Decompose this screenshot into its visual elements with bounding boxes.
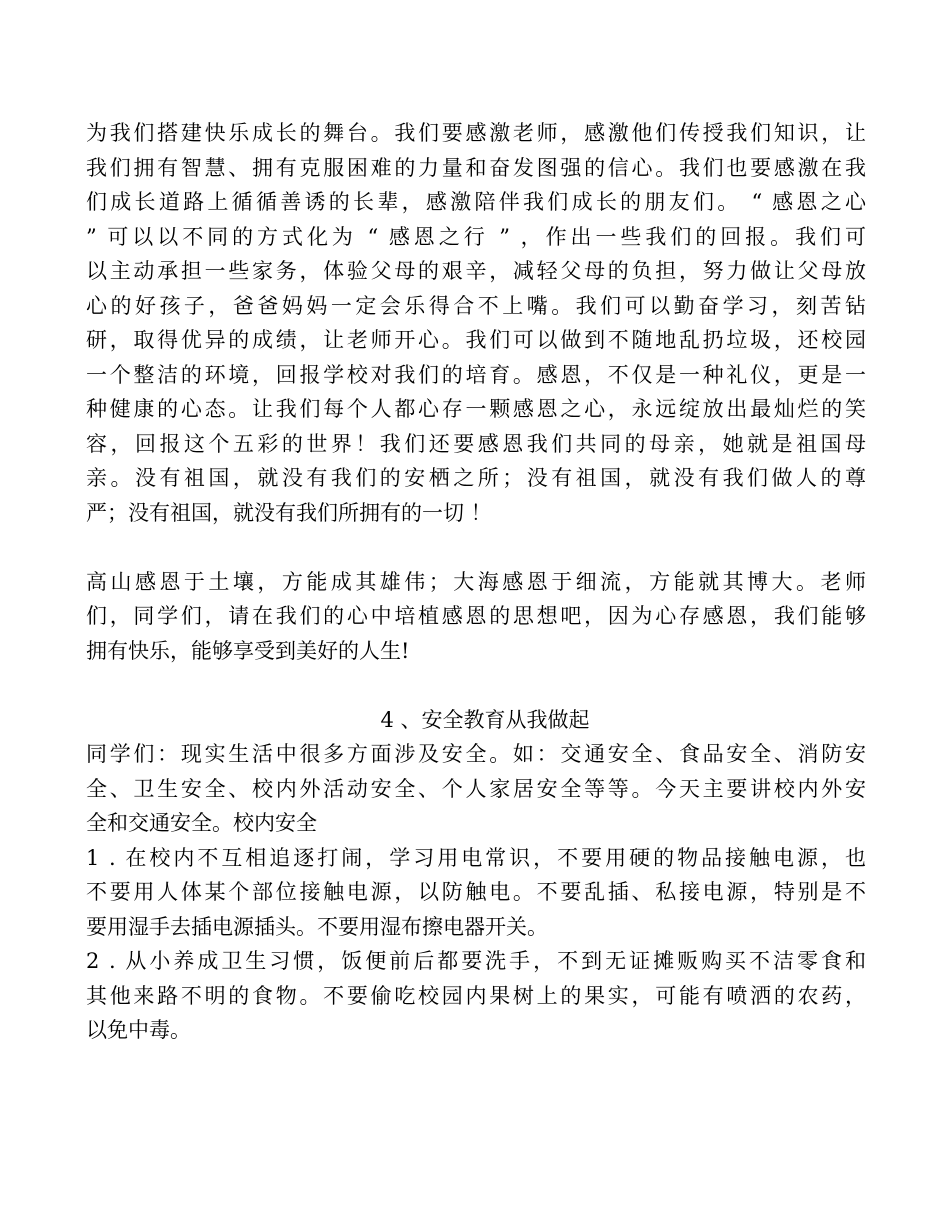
list-item-2: 2 . 从小养成卫生习惯，饭便前后都要洗手，不到无证摊贩购买不洁零食和 xyxy=(86,949,866,973)
text-line: 同学们：现实生活中很多方面涉及安全。如：交通安全、食品安全、消防安 xyxy=(86,742,866,766)
text-line: 一个整洁的环境，回报学校对我们的培育。感恩，不仅是一种礼仪，更是一 xyxy=(86,362,866,387)
text-line: 种健康的心态。让我们每个人都心存一颗感恩之心，永远绽放出最灿烂的笑 xyxy=(86,397,866,421)
text-line: 高山感恩于土壤，方能成其雄伟；大海感恩于细流，方能就其博大。老师 xyxy=(86,569,866,594)
text-line: 严；没有祖国，就没有我们所拥有的一切 ！ xyxy=(86,500,492,525)
document-page xyxy=(86,116,866,1048)
text-line: 研，取得优异的成绩，让老师开心。我们可以做到不随地乱扔垃圾，还校园 xyxy=(86,328,866,352)
paragraph-gratitude xyxy=(86,116,866,530)
text-line: 拥有快乐，能够享受到美好的人生! xyxy=(86,638,410,663)
text-line: 容，回报这个五彩的世界！我们还要感恩我们共同的母亲，她就是祖国母 xyxy=(86,431,866,456)
text-line: 要用湿手去插电源插头。不要用湿布擦电器开关。 xyxy=(86,914,548,939)
paragraph-gap xyxy=(86,530,866,565)
text-line: 全和交通安全。校内安全 xyxy=(86,811,317,835)
text-line: 全、卫生安全、校内外活动安全、个人家居安全等等。今天主要讲校内外安 xyxy=(86,776,866,801)
text-line: 以免中毒。 xyxy=(86,1018,191,1042)
section-heading: 4 、安全教育从我做起 xyxy=(380,707,590,732)
text-line: 我们拥有智慧、拥有克服困难的力量和奋发图强的信心。我们也要感激在我 xyxy=(86,155,866,180)
list-item-1: 1 . 在校内不互相追逐打闹，学习用电常识，不要用硬的物品接触电源，也 xyxy=(86,845,866,870)
text-line: ” 可以以不同的方式化为 “ 感恩之行 ” ，作出一些我们的回报。我们可 xyxy=(86,224,866,249)
text-line: 们，同学们，请在我们的心中培植感恩的思想吧，因为心存感恩，我们能够 xyxy=(86,604,866,628)
text-line: 亲。没有祖国，就没有我们的安栖之所；没有祖国，就没有我们做人的尊 xyxy=(86,466,866,490)
paragraph-gap xyxy=(86,668,866,703)
text-line: 以主动承担一些家务，体验父母的艰辛，减轻父母的负担，努力做让父母放 xyxy=(86,259,866,283)
text-line: 其他来路不明的食物。不要偷吃校园内果树上的果实，可能有喷洒的农药， xyxy=(86,983,866,1008)
text-line: 不要用人体某个部位接触电源，以防触电。不要乱插、私接电源，特别是不 xyxy=(86,880,866,904)
text-line: 心的好孩子，爸爸妈妈一定会乐得合不上嘴。我们可以勤奋学习，刻苦钻 xyxy=(86,293,866,318)
text-line: 们成长道路上循循善诱的长辈，感激陪伴我们成长的朋友们。 “ 感恩之心 xyxy=(86,190,866,214)
paragraph-closing xyxy=(86,565,866,669)
text-line: 为我们搭建快乐成长的舞台。我们要感激老师，感激他们传授我们知识，让 xyxy=(86,121,866,145)
paragraph-safety xyxy=(86,737,866,1048)
